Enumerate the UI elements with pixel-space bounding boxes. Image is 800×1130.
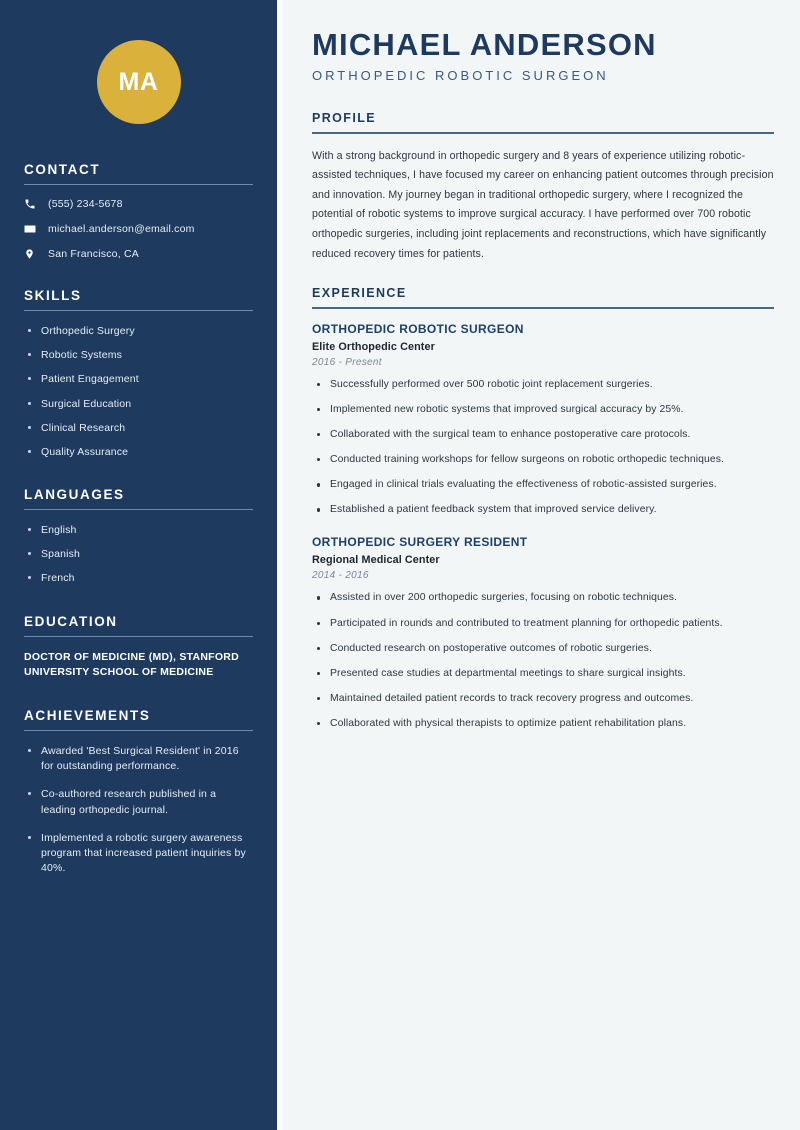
sidebar (0, 0, 277, 1130)
list-item: Orthopedic Surgery (24, 324, 253, 338)
list-item: Robotic Systems (24, 348, 253, 362)
phone-icon (24, 198, 44, 210)
list-item: Conducted research on postoperative outcomes of robotic surgeries. (312, 641, 774, 657)
job-company: Elite Orthopedic Center (312, 340, 435, 353)
job-dates: 2014 - 2016 (312, 570, 369, 582)
list-item: Spanish (24, 547, 253, 561)
experience-entry (312, 322, 774, 519)
avatar-container (24, 0, 253, 162)
skills-list (24, 324, 253, 459)
list-item: Co-authored research published in a leading orthopedic journal. (24, 787, 253, 817)
job-dates: 2016 - Present (312, 356, 382, 368)
contact-item-phone[interactable] (24, 198, 253, 210)
contact-value-location: San Francisco, CA (48, 248, 139, 260)
sidebar-section-title-skills: SKILLS (24, 288, 82, 303)
divider (312, 307, 774, 309)
main-content (282, 0, 800, 1130)
contact-value-email: michael.anderson@email.com (48, 223, 195, 235)
list-item: Implemented new robotic systems that improved surgical accuracy by 25%. (312, 402, 774, 418)
list-item: Maintained detailed patient records to track recovery progress and outcomes. (312, 691, 774, 707)
job-bullet-list (312, 590, 774, 732)
sidebar-section-title-contact: CONTACT (24, 162, 101, 177)
sidebar-section-skills (24, 288, 253, 459)
list-item: Successfully performed over 500 robotic joint replacement surgeries. (312, 377, 774, 393)
page-title: MICHAEL ANDERSON (312, 27, 657, 62)
job-bullet-list (312, 377, 774, 519)
list-item: Clinical Research (24, 421, 253, 435)
list-item: Participated in rounds and contributed to treatment planning for orthopedic patients. (312, 616, 774, 632)
list-item: Quality Assurance (24, 445, 253, 459)
job-role-subtitle: ORTHOPEDIC ROBOTIC SURGEON (312, 68, 609, 84)
section-profile (312, 111, 774, 264)
section-title-experience: EXPERIENCE (312, 286, 407, 301)
education-entry: DOCTOR OF MEDICINE (MD), STANFORD UNIVERSITY SCHOOL OF MEDICINE (24, 650, 239, 678)
experience-entry (312, 535, 774, 732)
list-item: Awarded 'Best Surgical Resident' in 2016 for outstanding performance. (24, 744, 253, 774)
list-item: Patient Engagement (24, 372, 253, 386)
profile-paragraph: With a strong background in orthopedic surgery and 8 years of experience utilizing robotic-assisted techniques, I have focused my career on enhancing patient outcomes through precision and innovation. My journey began in traditional orthopedic surgery, where I recognized the potential of robotic systems to improve surgical accuracy. I have performed over 700 robotic orthopedic surgeries, including joint replacements and reconstructions, which have significantly reduced recovery times for patients. (312, 149, 774, 260)
sidebar-section-achievements (24, 708, 253, 877)
avatar: MA (97, 40, 181, 124)
list-item: Surgical Education (24, 397, 253, 411)
list-item: Assisted in over 200 orthopedic surgeries, focusing on robotic techniques. (312, 590, 774, 606)
languages-list (24, 523, 253, 586)
section-title-profile: PROFILE (312, 111, 376, 126)
section-experience (312, 286, 774, 732)
divider (312, 132, 774, 134)
sidebar-section-title-languages: LANGUAGES (24, 487, 125, 503)
contact-value-phone: (555) 234-5678 (48, 198, 123, 210)
list-item: Implemented a robotic surgery awareness program that increased patient inquiries by 40%. (24, 831, 253, 877)
list-item: English (24, 523, 253, 537)
list-item: Collaborated with physical therapists to optimize patient rehabilitation plans. (312, 716, 774, 732)
sidebar-section-title-achievements: ACHIEVEMENTS (24, 707, 151, 723)
list-item: Conducted training workshops for fellow surgeons on robotic orthopedic techniques. (312, 452, 774, 468)
divider (24, 636, 253, 637)
list-item: Established a patient feedback system that improved service delivery. (312, 502, 774, 518)
achievements-list (24, 744, 253, 877)
job-title: ORTHOPEDIC SURGERY RESIDENT (312, 535, 528, 550)
divider (24, 730, 253, 731)
divider (24, 509, 253, 510)
contact-item-email[interactable] (24, 223, 253, 235)
sidebar-section-languages (24, 487, 253, 586)
list-item: Presented case studies at departmental meetings to share surgical insights. (312, 666, 774, 682)
divider (24, 310, 253, 311)
list-item: Engaged in clinical trials evaluating the effectiveness of robotic-assisted surgeries. (312, 477, 774, 493)
sidebar-section-contact (24, 162, 253, 260)
job-company: Regional Medical Center (312, 554, 440, 567)
sidebar-section-title-education: EDUCATION (24, 613, 118, 629)
list-item: French (24, 571, 253, 585)
job-title: ORTHOPEDIC ROBOTIC SURGEON (312, 321, 524, 336)
sidebar-section-education (24, 614, 253, 680)
divider (24, 184, 253, 185)
map-pin-icon (24, 248, 44, 260)
contact-item-location[interactable] (24, 248, 253, 260)
list-item: Collaborated with the surgical team to enhance postoperative care protocols. (312, 427, 774, 443)
envelope-icon (24, 223, 44, 235)
